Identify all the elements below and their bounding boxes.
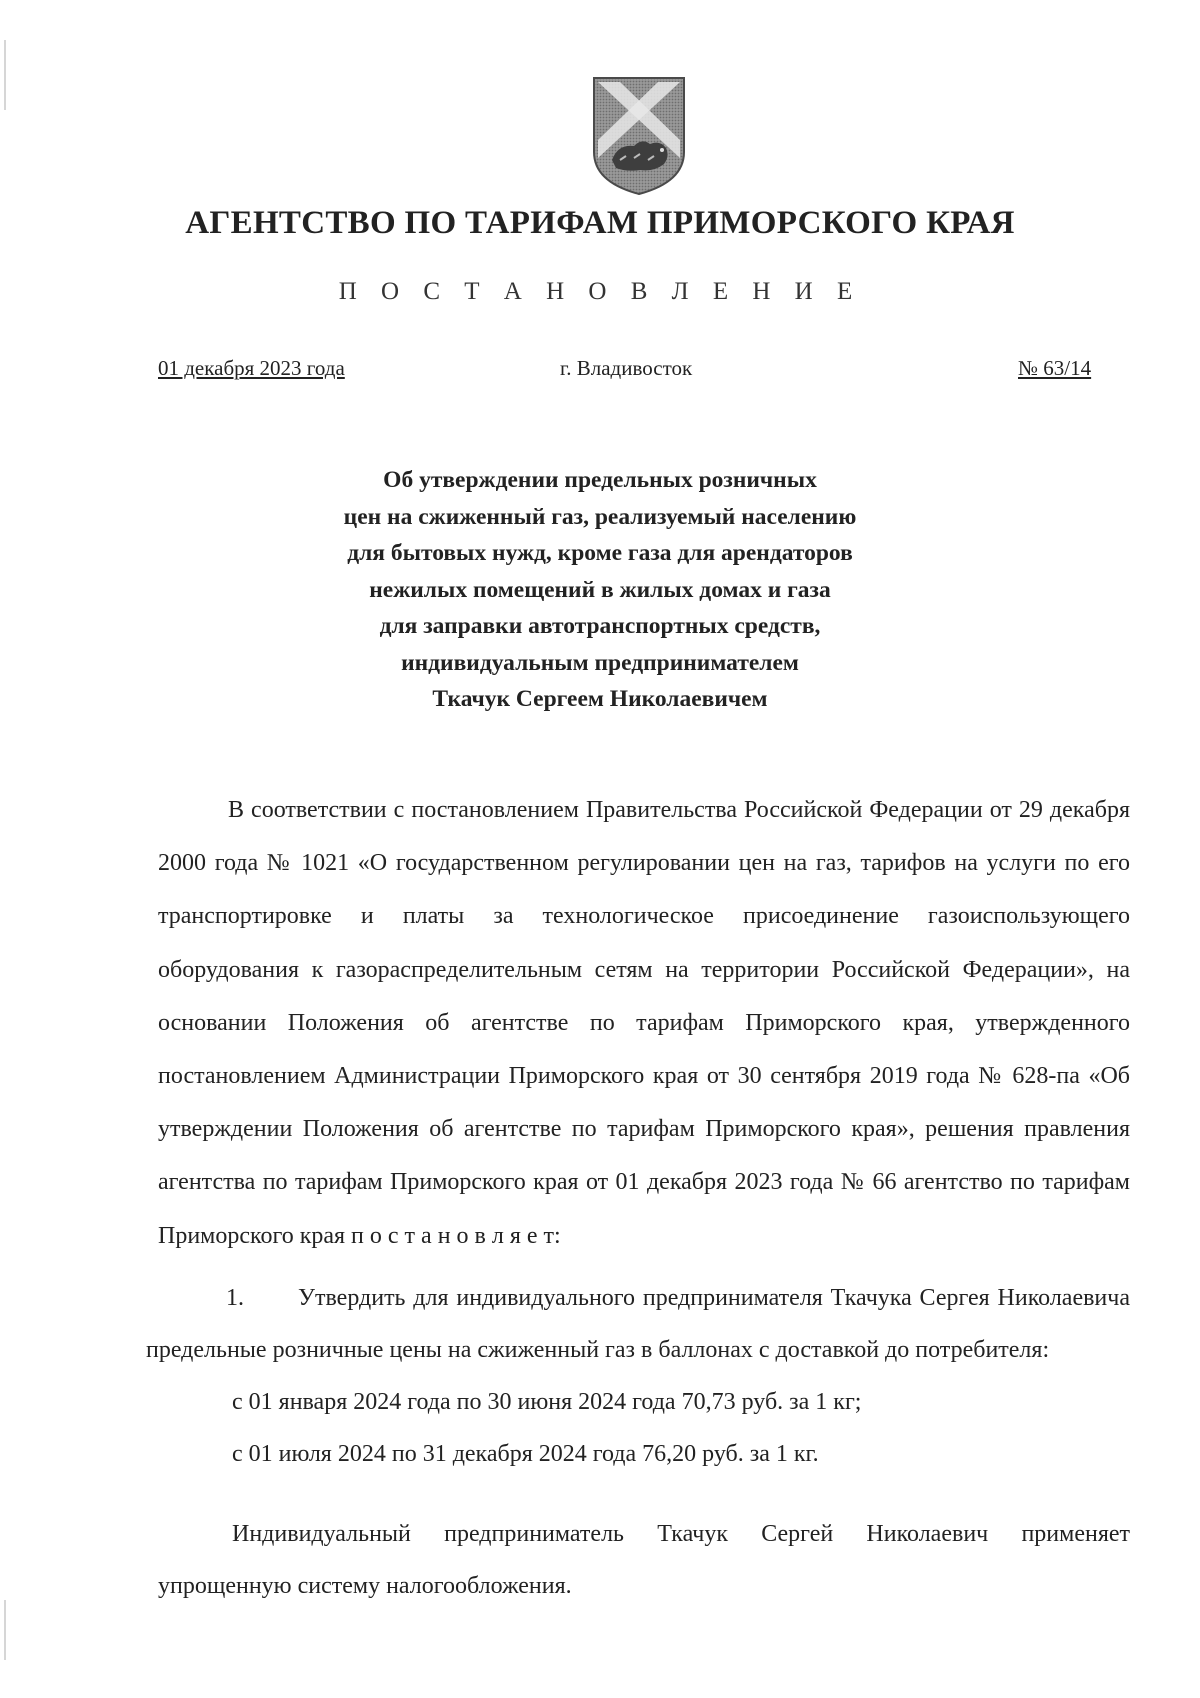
- tax-note-block: [158, 1508, 1130, 1612]
- title-line: цен на сжиженный газ, реализуемый населению: [343, 503, 857, 530]
- title-line: для бытовых нужд, кроме газа для арендаторов: [347, 540, 853, 566]
- item-1-paragraph: [146, 1272, 1130, 1376]
- title-line: Об утверждении предельных розничных: [383, 467, 817, 493]
- document-number: № 63/14: [1018, 356, 1092, 380]
- scan-edge-mark: [4, 40, 6, 110]
- title-line: индивидуальным предпринимателем: [401, 649, 799, 676]
- title-line: Ткачук Сергеем Николаевичем: [432, 686, 768, 712]
- title-line: нежилых помещений в жилых домах и газа: [369, 576, 831, 603]
- agency-name: АГЕНТСТВО ПО ТАРИФАМ ПРИМОРСКОГО КРАЯ: [185, 205, 1015, 241]
- document-title: [0, 462, 1200, 718]
- item-1-text: Утвердить для индивидуального предпринимателя Ткачука Сергея Николаевича предельные розничные цены на сжиженный газ в баллонах с доставкой до потребителя:: [146, 1285, 1130, 1363]
- item-1-number: 1.: [226, 1285, 244, 1311]
- scan-edge-mark: [4, 1600, 6, 1660]
- price-period-2: с 01 июля 2024 по 31 декабря 2024 года 76,20 руб. за 1 кг.: [232, 1441, 819, 1467]
- preamble-paragraph: В соответствии с постановлением Правительства Российской Федерации от 29 декабря 2000 года № 1021 «О государственном регулировании цен на газ, тарифов на услуги по его транспортировке и платы за технологическое присоединение газоиспользующего оборудования к газораспределительным сетям на территории Российской Федерации», на основании Положения об агентстве по тарифам Приморского края, утвержденного постановлением Администрации Приморского края от 30 сентября 2019 года № 628-па «Об утверждении Положения об агентстве по тарифам Приморского края», решения правления агентства по тарифам Приморского края от 01 декабря 2023 года № 66 агентство по тарифам Приморского края п о с т а н о в л я е т:: [158, 797, 1130, 1249]
- tax-note: Индивидуальный предприниматель Ткачук Сергей Николаевич применяет упрощенную систему налогообложения.: [158, 1521, 1130, 1599]
- preamble-block: [158, 784, 1130, 1263]
- document-type: П О С Т А Н О В Л Е Н И Е: [338, 278, 862, 305]
- title-line: для заправки автотранспортных средств,: [379, 613, 821, 639]
- document-city: г. Владивосток: [560, 356, 693, 380]
- document-date: 01 декабря 2023 года: [158, 356, 345, 380]
- coat-of-arms-icon: [590, 74, 688, 198]
- item-1-block: [146, 1272, 1130, 1480]
- price-period-1: с 01 января 2024 года по 30 июня 2024 года 70,73 руб. за 1 кг;: [232, 1389, 862, 1415]
